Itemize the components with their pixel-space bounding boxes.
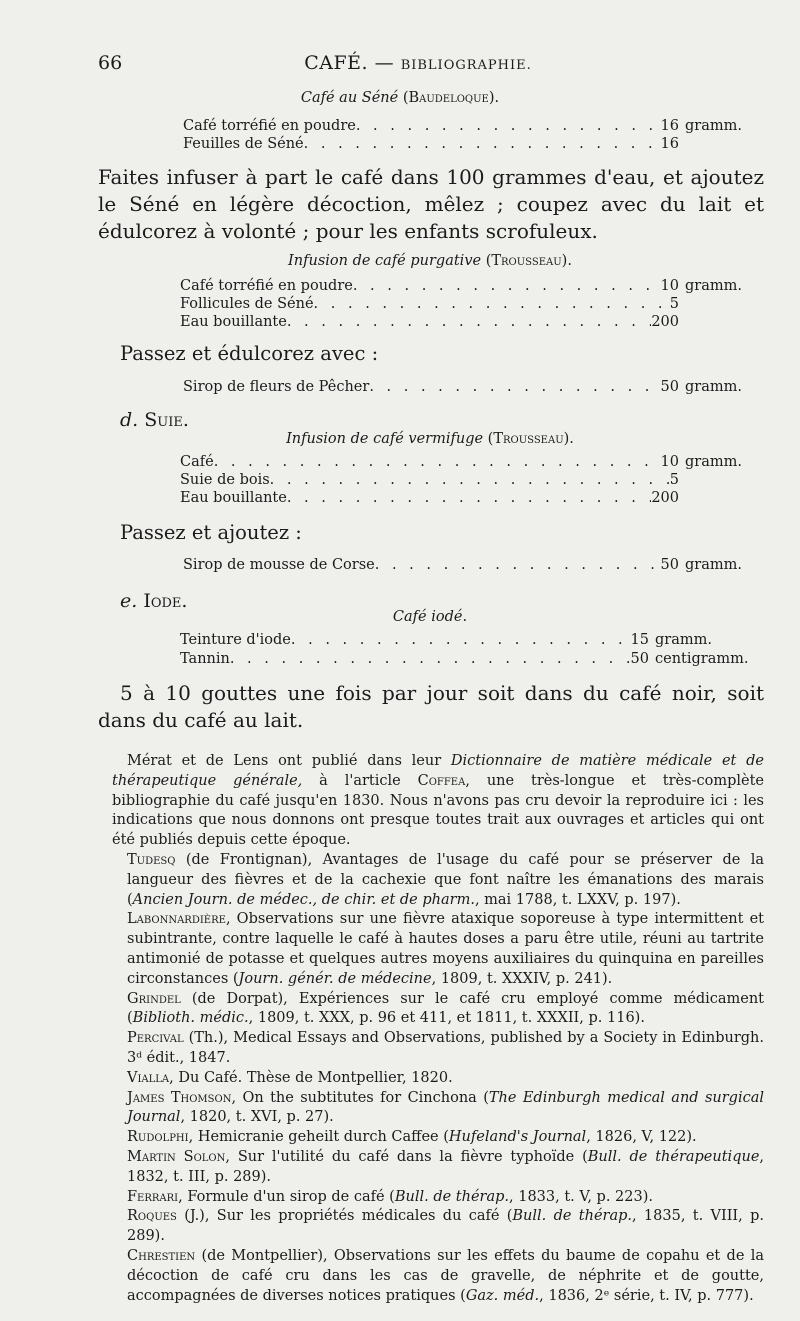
sirop-1-row	[183, 379, 763, 397]
entry-text: , Formule d'un sirop de café (	[178, 1188, 395, 1205]
header-subtitle: BIBLIOGRAPHIE.	[400, 58, 532, 73]
leader-dots	[214, 454, 661, 470]
recipe4-title: Café iodé.	[392, 609, 468, 625]
ingredient-qty: 16	[660, 136, 679, 152]
recipe3-row-3	[180, 490, 763, 508]
recipe4-caption	[330, 609, 530, 625]
bibliography-intro	[112, 752, 764, 851]
entry-text: , 1835, t. VIII, p. 289).	[127, 1208, 764, 1245]
entry-author: Vialla	[127, 1069, 170, 1086]
entry-text: , 1836, 2ᵉ série, t. IV, p. 777).	[539, 1287, 754, 1304]
page-number: 66	[98, 52, 123, 74]
entry-text: , 1809, t. XXXIV, p. 241).	[431, 970, 613, 987]
recipe2-title: Infusion de café purgative	[288, 253, 482, 269]
ingredient-qty: 5	[669, 472, 679, 488]
recipe1-caption	[180, 90, 620, 106]
entry-source: Bull. de thérap.	[512, 1208, 632, 1225]
entry-source: Bull. de thérap.	[394, 1188, 510, 1205]
entry-author: Roques	[127, 1208, 177, 1225]
ingredient-name: Café torréfié en poudre	[183, 118, 356, 134]
bibliography-entry	[112, 1128, 764, 1148]
leader-dots	[353, 278, 661, 294]
leader-dots	[356, 118, 661, 134]
ingredient-name: Follicules de Séné	[180, 296, 314, 312]
entry-text: , 1820, t. XVI, p. 27).	[180, 1109, 334, 1126]
bibliography-entry	[112, 1247, 764, 1306]
leader-dots	[291, 632, 631, 648]
entry-text: , 1809, t. XXX, p. 96 et 411, et 1811, t. XXXII, p. 116).	[248, 1010, 645, 1027]
ingredient-name: Teinture d'iode	[180, 632, 291, 648]
entry-author: Rudolphi	[127, 1129, 189, 1146]
leader-dots	[314, 296, 670, 312]
bibliography-entry	[112, 851, 764, 910]
entry-author: Chrestien	[127, 1247, 196, 1264]
recipe2-row-2	[180, 296, 763, 314]
intro-dictionary-title: Dictionnaire de matière médicale et de thérapeutique générale,	[112, 753, 764, 789]
leader-dots	[369, 379, 660, 395]
entry-source: Bull. de thérapeutique	[587, 1148, 760, 1165]
intro-article: Coffea	[417, 772, 466, 789]
entry-text: , Sur l'utilité du café dans la fièvre typhoïde (	[225, 1148, 588, 1165]
leader-dots	[287, 490, 651, 506]
section-e-heading	[120, 590, 187, 612]
ingredient-qty: 10	[660, 278, 679, 294]
entry-author: Tudesq	[127, 851, 176, 868]
running-header	[98, 52, 738, 76]
sirop-2-row	[183, 557, 763, 575]
bibliography	[112, 752, 764, 1306]
entry-author: Grindel	[127, 990, 181, 1007]
recipe1-title: Café au Séné	[300, 90, 399, 106]
header-title: CAFÉ.	[304, 52, 369, 74]
section-letter: e.	[120, 590, 138, 612]
leader-dots	[270, 472, 670, 488]
entry-text: (J.), Sur les propriétés médicales du café (	[176, 1208, 513, 1225]
ingredient-qty: 15	[630, 632, 649, 648]
entry-text: , Du Café. Thèse de Montpellier, 1820.	[169, 1069, 453, 1086]
entry-source: The Edinburgh medical and surgical Journal	[127, 1089, 764, 1126]
bibliography-entry	[112, 990, 764, 1030]
recipe3-row-2	[180, 472, 763, 490]
recipe1-row-2	[183, 136, 763, 154]
entry-text: (de Dorpat), Expériences sur le café cru employé comme médicament (	[127, 990, 764, 1027]
recipe1-author: (Baudeloque).	[402, 90, 500, 106]
entry-text: (de Frontignan), Avantages de l'usage du café pour se préserver de la langueur des fièvres et de la cachexie que font naître les émanations des marais (	[127, 851, 764, 908]
bibliography-entry	[112, 1207, 764, 1247]
entry-text: (de Montpellier), Observations sur les effets du baume de copahu et de la décoction de café cru dans les cas de gravelle, de néphrite et de goutte, accompagnées de diverses notices pratiques (	[127, 1247, 764, 1304]
entry-source: Biblioth. médic.	[132, 1010, 249, 1027]
intro-text: à l'article	[302, 772, 418, 789]
recipe3-title: Infusion de café vermifuge	[286, 431, 484, 447]
entry-author: James Thomson	[127, 1089, 232, 1106]
entry-author: Martin Solon	[127, 1148, 226, 1165]
bibliography-entry	[112, 1069, 764, 1089]
ingredient-name: Eau bouillante	[180, 490, 287, 506]
running-title	[98, 52, 738, 74]
ingredient-name: Feuilles de Séné	[183, 136, 304, 152]
ingredient-name: Eau bouillante	[180, 314, 287, 330]
ingredient-unit: gramm.	[685, 118, 742, 134]
entry-source: Gaz. méd.	[465, 1287, 540, 1304]
entry-text: , 1832, t. III, p. 289).	[127, 1148, 765, 1185]
entry-text: , mai 1788, t. LXXV, p. 197).	[474, 891, 681, 908]
passez-2: Passez et ajoutez :	[120, 521, 302, 544]
entry-source: Journ. génér. de médecine	[238, 970, 432, 987]
ingredient-name: Sirop de fleurs de Pêcher	[183, 379, 370, 395]
section-d-heading	[120, 409, 189, 431]
ingredient-name: Tannin	[180, 651, 230, 667]
bibliography-entry	[112, 1148, 764, 1188]
paragraph-2: 5 à 10 gouttes une fois par jour soit dans du café noir, soit dans du café au lait.	[98, 681, 764, 732]
entry-source: Ancien Journ. de médec., de chir. et de pharm.	[132, 891, 475, 908]
section-title: Iode.	[143, 590, 188, 612]
recipe2-row-3	[180, 314, 763, 332]
recipe3-row-1	[180, 454, 763, 472]
leader-dots	[304, 136, 661, 152]
section-title: Suie.	[144, 409, 189, 431]
ingredient-unit: gramm.	[655, 632, 712, 648]
intro-text: Mérat et de Lens ont publié dans leur	[127, 753, 451, 769]
bibliography-entry	[112, 1188, 764, 1208]
ingredient-name: Sirop de mousse de Corse	[183, 557, 375, 573]
entry-text: , On the subtitutes for Cinchona (	[231, 1089, 489, 1106]
ingredient-qty: 200	[651, 490, 679, 506]
ingredient-qty: 10	[660, 454, 679, 470]
ingredient-name: Café	[180, 454, 214, 470]
recipe4-row-2	[180, 651, 770, 669]
entry-author: Percival	[127, 1030, 184, 1047]
ingredient-qty: 50	[630, 651, 649, 667]
ingredient-unit: centigramm.	[655, 651, 749, 667]
intro-text: , une très-longue et très-complète bibliographie du café jusqu'en 1830. Nous n'avons pas cru devoir la reproduire ici : les indications que nous donnons ont presque toutes trait aux ouvrages et articles qui ont été publiés depuis cette époque.	[112, 772, 764, 849]
entry-source: Hufeland's Journal	[448, 1129, 587, 1146]
entry-text: , 1826, V, 122).	[586, 1129, 697, 1146]
ingredient-name: Café torréfié en poudre	[180, 278, 353, 294]
ingredient-unit: gramm.	[685, 454, 742, 470]
ingredient-unit: gramm.	[685, 379, 742, 395]
recipe1-row-1	[183, 118, 763, 136]
entry-text: , 1833, t. V, p. 223).	[509, 1188, 653, 1205]
recipe3-author: (Trousseau).	[487, 431, 574, 447]
leader-dots	[287, 314, 651, 330]
ingredient-qty: 50	[660, 557, 679, 573]
bibliography-entry	[112, 910, 764, 989]
bibliography-entry	[112, 1029, 764, 1069]
recipe3-caption	[180, 431, 680, 447]
recipe4-row-1	[180, 632, 770, 650]
recipe2-caption	[180, 253, 680, 269]
entry-text: , Hemicranie geheilt durch Caffee (	[188, 1129, 449, 1146]
section-letter: d.	[120, 409, 139, 431]
passez-1: Passez et édulcorez avec :	[120, 342, 379, 365]
ingredient-qty: 16	[660, 118, 679, 134]
ingredient-unit: gramm.	[685, 557, 742, 573]
leader-dots	[230, 651, 631, 667]
bibliography-entry	[112, 1089, 764, 1129]
entry-author: Labonnardière	[127, 911, 226, 928]
leader-dots	[375, 557, 661, 573]
ingredient-name: Suie de bois	[180, 472, 270, 488]
ingredient-unit: gramm.	[685, 278, 742, 294]
ingredient-qty: 200	[651, 314, 679, 330]
entry-text: (Th.), Medical Essays and Observations, published by a Society in Edinburgh. 3ᵈ édit., 1847.	[127, 1030, 764, 1066]
recipe2-row-1	[180, 278, 763, 296]
entry-text: , Observations sur une fièvre ataxique soporeuse à type intermittent et subintrante, contre laquelle le café à hautes doses a paru être utile, réuni au tartrite antimonié de potasse et quelques autres moyens auxiliaires du quinquina en pareilles circonstances (	[127, 911, 764, 987]
entry-author: Ferrari	[127, 1188, 179, 1205]
ingredient-qty: 50	[660, 379, 679, 395]
paragraph-1: Faites infuser à part le café dans 100 grammes d'eau, et ajoutez le Séné en légère décoction, mêlez ; coupez avec du lait et édulcorez à volonté ; pour les enfants scrofuleux.	[98, 165, 764, 243]
header-dash: —	[374, 52, 395, 74]
recipe2-author: (Trousseau).	[485, 253, 572, 269]
ingredient-qty: 5	[669, 296, 679, 312]
